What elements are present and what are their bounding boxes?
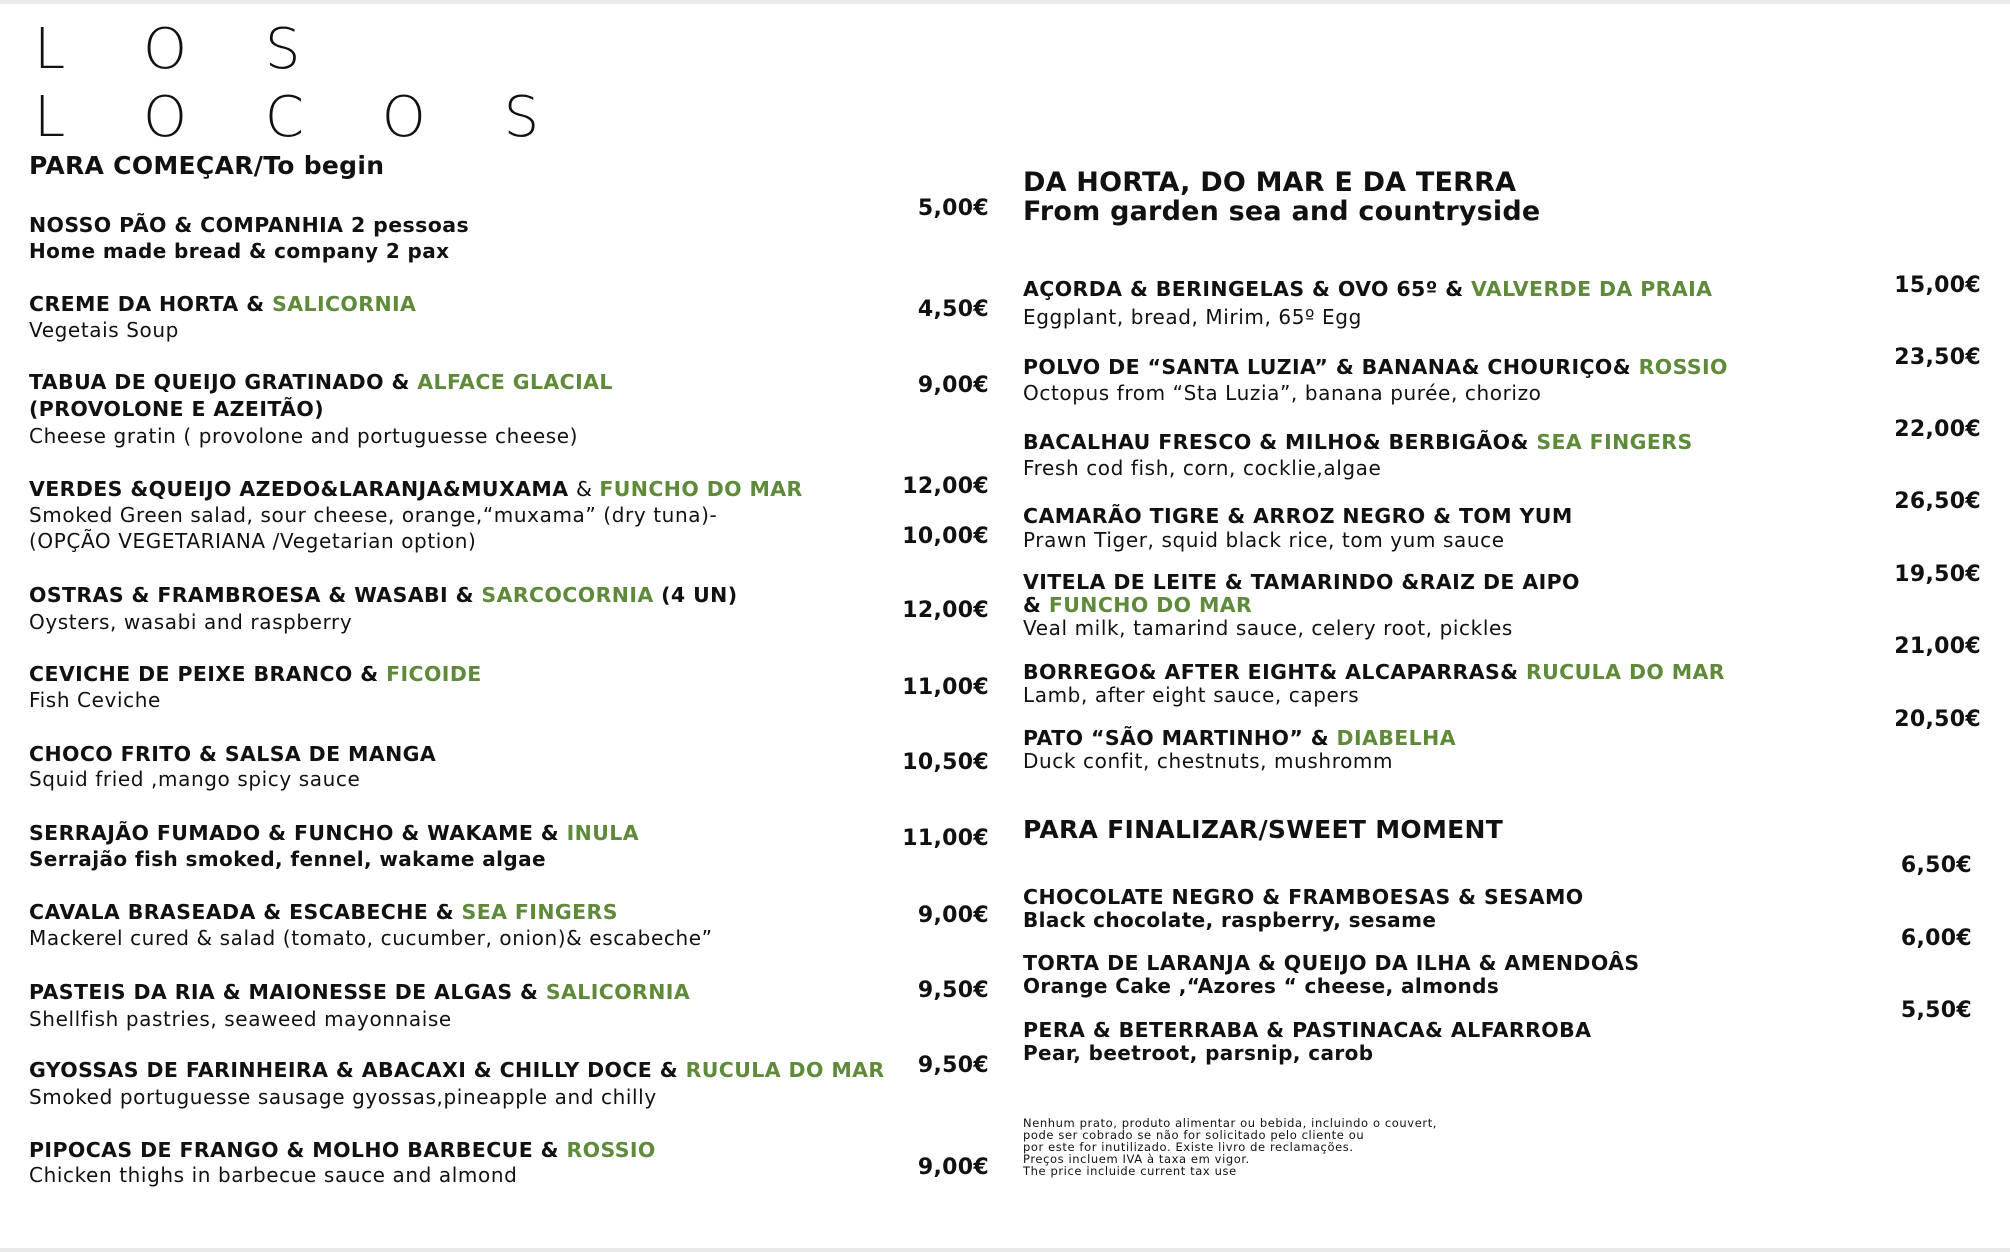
menu-item-name: NOSSO PÃO & COMPANHIA 2 pessoas	[29, 213, 470, 237]
menu-item-highlight: FUNCHO DO MAR	[599, 477, 803, 501]
menu-item-desc: Fish Ceviche	[29, 688, 161, 712]
dessert-price: 5,50€	[1900, 998, 1972, 1023]
menu-item-name: VITELA DE LEITE & TAMARINDO &RAIZ DE AIPO	[1023, 570, 1580, 594]
menu-item-highlight: SARCOCORNIA	[481, 583, 654, 607]
menu-item-price: 9,00€	[917, 1155, 989, 1180]
menu-item-desc: Lamb, after eight sauce, capers	[1023, 683, 1360, 707]
menu-item-name: CHOCO FRITO & SALSA DE MANGA	[29, 742, 437, 766]
menu-item-name-line-2: (PROVOLONE E AZEITÃO)	[29, 397, 324, 421]
menu-item-desc: Home made bread & company 2 pax	[29, 239, 450, 263]
menu-item-highlight: RUCULA DO MAR	[1525, 660, 1725, 684]
dessert-desc: Orange Cake ,“Azores “ cheese, almonds	[1023, 974, 1500, 998]
legal-note: Nenhum prato, produto alimentar ou bebida, incluindo o couvert, pode ser cobrado se não for solicitado pelo cliente ou por este for inutilizado. Existe livro de reclamações. Preços incluem IVA à taxa em vigor. The price incluide current tax use	[1023, 1116, 1438, 1178]
menu-item-highlight: SALICORNIA	[545, 980, 691, 1004]
menu-item-desc: Prawn Tiger, squid black rice, tom yum sauce	[1023, 528, 1505, 552]
menu-item-price: 19,50€	[1894, 562, 1981, 587]
menu-item-desc: Smoked Green salad, sour cheese, orange,“muxama” (dry tuna)-	[29, 503, 718, 527]
menu-item-desc: Squid fried ,mango spicy sauce	[29, 767, 361, 791]
menu-item-name: PIPOCAS DE FRANGO & MOLHO BARBECUE & ROSSIO	[29, 1138, 656, 1162]
menu-item-highlight: SALICORNIA	[272, 292, 417, 316]
menu-item-highlight: SEA FINGERS	[461, 900, 618, 924]
menu-item-name: BORREGO& AFTER EIGHT& ALCAPARRAS& RUCULA DO MAR	[1023, 660, 1725, 684]
menu-item-name: VERDES &QUEIJO AZEDO&LARANJA&MUXAMA & FUNCHO DO MAR	[29, 477, 803, 501]
dessert-name: TORTA DE LARANJA & QUEIJO DA ILHA & AMENDOÂS	[1023, 951, 1640, 975]
menu-item-highlight: DIABELHA	[1336, 726, 1456, 750]
menu-item-desc: Fresh cod fish, corn, cocklie,algae	[1023, 456, 1382, 480]
menu-item-highlight: SEA FINGERS	[1536, 430, 1693, 454]
menu-item-name: BACALHAU FRESCO & MILHO& BERBIGÃO& SEA FINGERS	[1023, 430, 1693, 454]
menu-item-price: 12,00€	[902, 598, 989, 623]
menu-item-desc: Chicken thighs in barbecue sauce and almond	[29, 1163, 518, 1187]
dessert-price: 6,50€	[1900, 853, 1972, 878]
logo-line-2: L O C O S	[34, 85, 570, 150]
menu-item-price: 11,00€	[902, 826, 989, 851]
menu-item-name: TABUA DE QUEIJO GRATINADO & ALFACE GLACIAL	[29, 370, 613, 394]
menu-item-name: PATO “SÃO MARTINHO” & DIABELHA	[1023, 726, 1456, 750]
menu-item-price-vegetarian: 10,00€	[902, 524, 989, 549]
menu-item-price: 20,50€	[1894, 707, 1981, 732]
dessert-name: CHOCOLATE NEGRO & FRAMBOESAS & SESAMO	[1023, 885, 1584, 909]
menu-item-highlight: FICOIDE	[386, 662, 482, 686]
menu-item-name-line-2: & FUNCHO DO MAR	[1023, 593, 1253, 617]
menu-item-highlight: ROSSIO	[566, 1138, 656, 1162]
menu-item-price: 4,50€	[917, 297, 989, 322]
menu-item-price: 23,50€	[1894, 345, 1981, 370]
dessert-desc: Pear, beetroot, parsnip, carob	[1023, 1041, 1374, 1065]
menu-item-price: 26,50€	[1894, 489, 1981, 514]
menu-item-name: CAMARÃO TIGRE & ARROZ NEGRO & TOM YUM	[1023, 504, 1573, 528]
menu-item-desc: Duck confit, chestnuts, mushromm	[1023, 749, 1394, 773]
menu-item-highlight: VALVERDE DA PRAIA	[1471, 277, 1713, 301]
menu-item-highlight: ALFACE GLACIAL	[417, 370, 613, 394]
menu-item-price: 9,50€	[917, 978, 989, 1003]
menu-item-price: 15,00€	[1894, 273, 1981, 298]
section-title-mains: DA HORTA, DO MAR E DA TERRA	[1023, 167, 1517, 198]
menu-item-highlight: ROSSIO	[1638, 355, 1728, 379]
menu-item-name: SERRAJÃO FUMADO & FUNCHO & WAKAME & INULA	[29, 821, 639, 845]
menu-item-price: 9,00€	[917, 903, 989, 928]
menu-item-desc: Oysters, wasabi and raspberry	[29, 610, 353, 634]
menu-item-price: 22,00€	[1894, 417, 1981, 442]
dessert-desc: Black chocolate, raspberry, sesame	[1023, 908, 1437, 932]
menu-item-name: CEVICHE DE PEIXE BRANCO & FICOIDE	[29, 662, 482, 686]
menu-item-price: 5,00€	[917, 196, 989, 221]
menu-item-desc: Smoked portuguesse sausage gyossas,pineapple and chilly	[29, 1085, 657, 1109]
menu-item-price: 21,00€	[1894, 634, 1981, 659]
section-title-starters: PARA COMEÇAR/To begin	[29, 151, 385, 180]
menu-item-desc: Mackerel cured & salad (tomato, cucumber, onion)& escabeche”	[29, 926, 713, 950]
menu-item-desc: Eggplant, bread, Mirim, 65º Egg	[1023, 305, 1362, 329]
menu-item-desc-line-2: (OPÇÃO VEGETARIANA /Vegetarian option)	[29, 529, 477, 553]
menu-item-desc: Cheese gratin ( provolone and portuguesse cheese)	[29, 424, 579, 448]
menu-item-name: PASTEIS DA RIA & MAIONESSE DE ALGAS & SALICORNIA	[29, 980, 691, 1004]
dessert-name: PERA & BETERRABA & PASTINACA& ALFARROBA	[1023, 1018, 1592, 1042]
menu-item-desc: Serrajão fish smoked, fennel, wakame algae	[29, 847, 546, 871]
menu-item-price: 9,00€	[917, 373, 989, 398]
menu-item-highlight: FUNCHO DO MAR	[1048, 593, 1253, 617]
menu-item-highlight: INULA	[566, 821, 639, 845]
menu-item-highlight: RUCULA DO MAR	[685, 1058, 885, 1082]
menu-item-desc: Vegetais Soup	[29, 318, 179, 342]
menu-item-name: CAVALA BRASEADA & ESCABECHE & SEA FINGERS	[29, 900, 618, 924]
section-subtitle-mains: From garden sea and countryside	[1023, 196, 1541, 227]
menu-item-name: POLVO DE “SANTA LUZIA” & BANANA& CHOURIÇO& ROSSIO	[1023, 355, 1728, 379]
menu-item-name: CREME DA HORTA & SALICORNIA	[29, 292, 417, 316]
menu-item-name: AÇORDA & BERINGELAS & OVO 65º & VALVERDE DA PRAIA	[1023, 277, 1713, 301]
section-title-desserts: PARA FINALIZAR/SWEET MOMENT	[1023, 815, 1504, 844]
menu-item-name: GYOSSAS DE FARINHEIRA & ABACAXI & CHILLY DOCE & RUCULA DO MAR	[29, 1058, 885, 1082]
menu-item-desc: Veal milk, tamarind sauce, celery root, pickles	[1023, 616, 1513, 640]
menu-item-desc: Octopus from “Sta Luzia”, banana purée, chorizo	[1023, 381, 1542, 405]
menu-item-price: 11,00€	[902, 675, 989, 700]
logo-line-1: L O S	[34, 17, 331, 82]
menu-item-desc: Shellfish pastries, seaweed mayonnaise	[29, 1007, 452, 1031]
menu-item-price: 10,50€	[902, 750, 989, 775]
dessert-price: 6,00€	[1900, 926, 1972, 951]
menu-item-price: 12,00€	[902, 474, 989, 499]
menu-item-price: 9,50€	[917, 1053, 989, 1078]
menu-item-name: OSTRAS & FRAMBROESA & WASABI & SARCOCORNIA (4 UN)	[29, 583, 738, 607]
